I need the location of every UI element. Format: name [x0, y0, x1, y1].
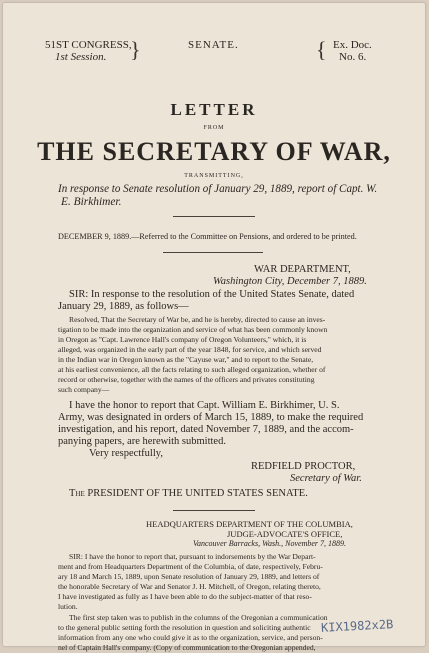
salutation-line-1: SIR: In response to the resolution of the United States Senate, dated: [69, 289, 355, 300]
resolution-line: tigation to be made into the organization and service of what has been commonly known: [58, 325, 328, 334]
section-divider: [173, 510, 255, 511]
subtitle-line-2: E. Birkhimer.: [61, 196, 122, 208]
report-line: I have the honor to report that Capt. William E. Birkhimer, U. S.: [69, 400, 340, 411]
hq-line-2: JUDGE-ADVOCATE'S OFFICE,: [227, 529, 343, 539]
resolution-line: alleged, was organized in the early part of the year 1848, for service, and which served: [58, 345, 322, 354]
report-line: panying papers, are herewith submitted.: [58, 436, 226, 447]
referral-divider: [163, 252, 263, 253]
resolution-line: Resolved, That the Secretary of War be, and he is hereby, directed to cause an inves-: [69, 315, 326, 324]
congress-label: 51ST CONGRESS,: [45, 39, 132, 51]
resolution-line: such company—: [58, 385, 110, 394]
addressee: The PRESIDENT OF THE UNITED STATES SENATE.: [69, 488, 308, 499]
signer-title: Secretary of War.: [290, 473, 362, 484]
hq-line-1: HEADQUARTERS DEPARTMENT OF THE COLUMBIA,: [146, 519, 353, 529]
page-title: THE SECRETARY OF WAR,: [37, 137, 391, 166]
department-label: WAR DEPARTMENT,: [254, 264, 351, 275]
report-para1-line: the honorable Secretary of War and Senator J. H. Mitchell, of Oregon, relating thereto,: [58, 582, 321, 591]
report-para2-line: information from any one who could give it as to the organization, service, and person-: [58, 633, 323, 642]
report-para2-line: to the general public setting forth the resolution in question and soliciting authentic: [58, 623, 311, 632]
resolution-line: record or otherwise, together with the names of the officers and privates constituting: [58, 375, 315, 384]
report-para1-line: lution.: [58, 602, 78, 611]
doc-number: No. 6.: [339, 51, 367, 63]
chamber-label: SENATE.: [188, 39, 239, 51]
transmitting-label: TRANSMITTING,: [184, 173, 244, 179]
closing: Very respectfully,: [89, 448, 163, 459]
subtitle-line-1: In response to Senate resolution of January 29, 1889, report of Capt. W.: [58, 183, 378, 195]
session-label: 1st Session.: [55, 51, 107, 63]
from-label: FROM: [203, 125, 225, 131]
resolution-line: at his earliest convenience, all the facts relating to such alleged organization, whether of: [58, 365, 326, 374]
resolution-line: in the Indian war in Oregon known as the "Cayuse war," and to report to the Senate,: [58, 355, 314, 364]
report-para1-line: I have investigated as fully as I have been able to do the subject-matter of that reso-: [58, 592, 312, 601]
report-line: Army, was designated in orders of March 15, 1889, to make the required: [58, 412, 364, 423]
report-para1-line: SIR: I have the honor to report that, pursuant to indorsements by the War Depart-: [69, 552, 316, 561]
report-para1-line: ary 18 and March 15, 1889, upon Senate resolution of January 29, 1889, and letters of: [58, 572, 320, 581]
place-date: Washington City, December 7, 1889.: [213, 276, 367, 287]
report-para1-line: ment and from Headquarters Department of the Columbia, of date, respectively, Febru-: [58, 562, 323, 571]
hq-line-3: Vancouver Barracks, Wash., November 7, 1889.: [193, 539, 347, 548]
referral-note: DECEMBER 9, 1889.—Referred to the Committee on Pensions, and ordered to be printed.: [58, 232, 357, 241]
signer-name: REDFIELD PROCTOR,: [251, 461, 356, 472]
document-page: [3, 3, 425, 652]
right-brace-icon: {: [316, 37, 327, 62]
doc-label: Ex. Doc.: [333, 39, 372, 51]
report-para2-line: nel of Captain Hall's company. (Copy of communication to the Oregonian appended,: [58, 643, 316, 652]
report-line: investigation, and his report, dated November 7, 1889, and the accom-: [58, 424, 354, 435]
archive-stamp: KIX1982x2B: [320, 617, 394, 635]
salutation-line-2: January 29, 1889, as follows—: [58, 301, 189, 312]
report-para2-line: The first step taken was to publish in the columns of the Oregonian a communication: [69, 613, 328, 622]
title-divider: [173, 216, 255, 217]
letter-heading: LETTER: [170, 100, 258, 119]
left-brace-icon: }: [130, 37, 141, 62]
resolution-line: in Oregon as "Capt. Lawrence Hall's company of Oregon Volunteers," which, it is: [58, 335, 307, 344]
